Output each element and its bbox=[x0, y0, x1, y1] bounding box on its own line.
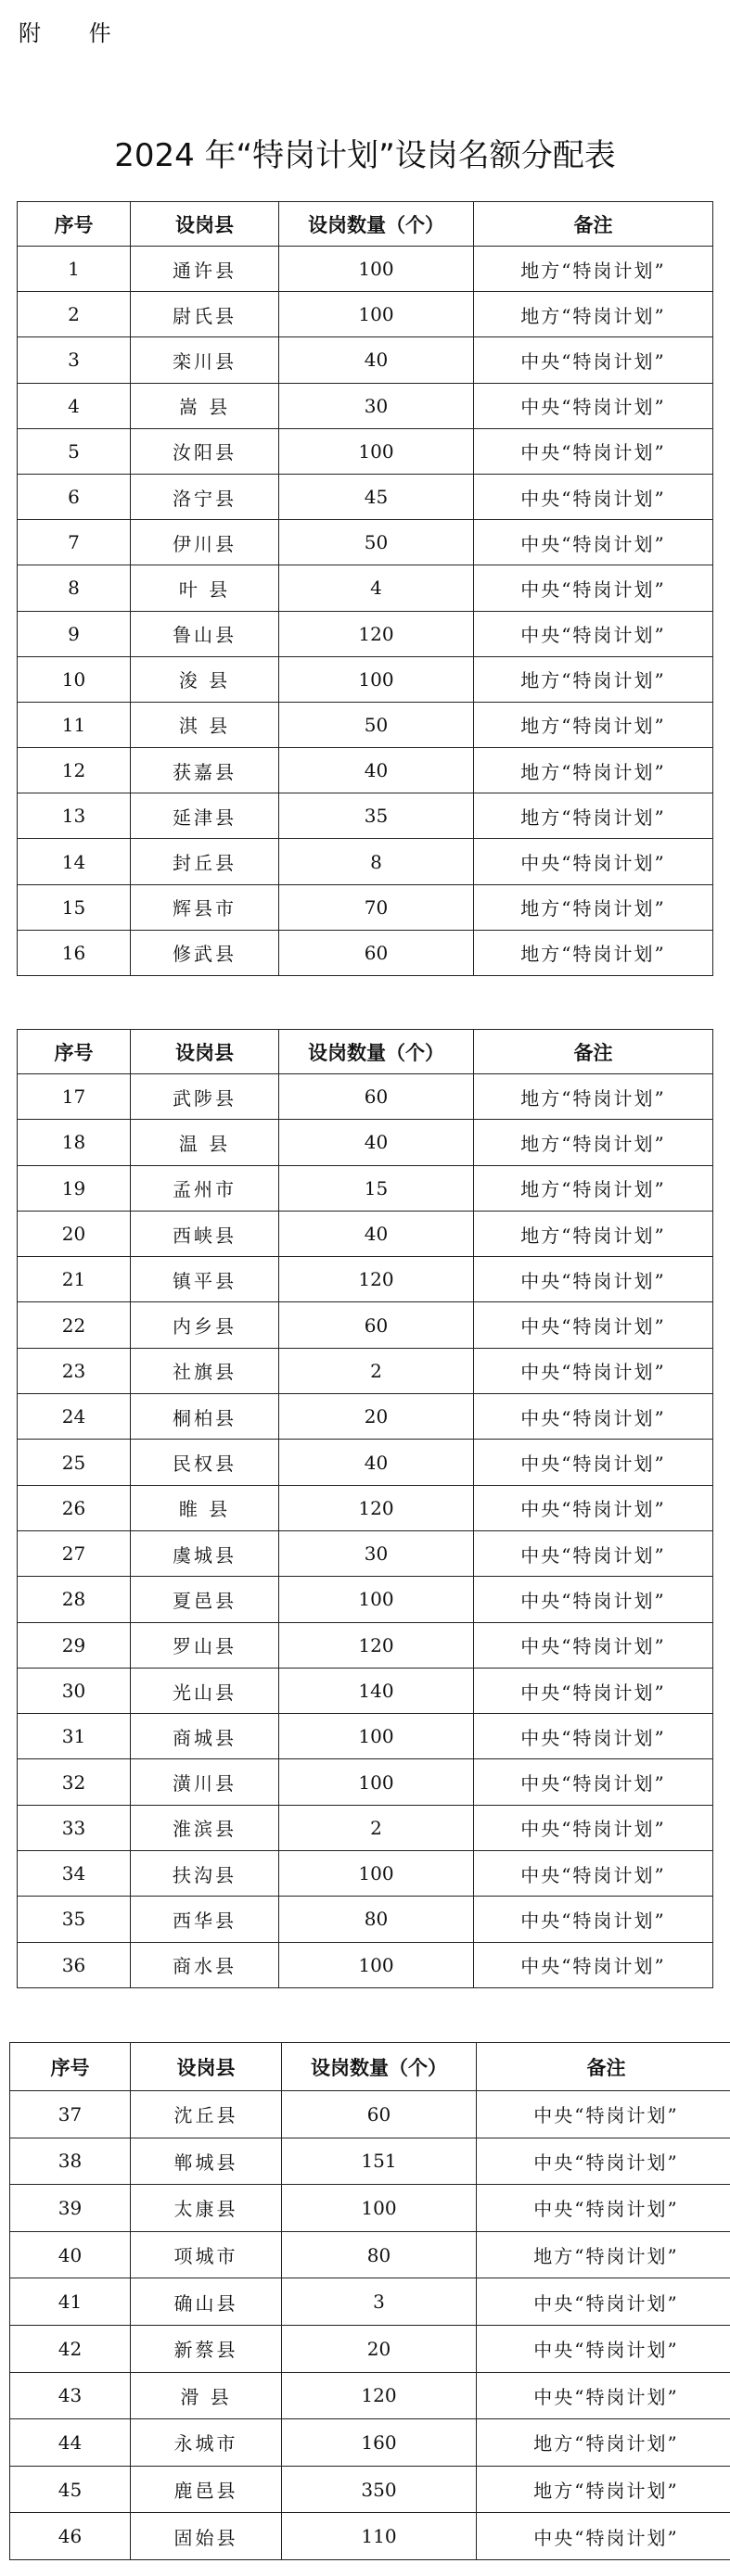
county-cell: 武陟县 bbox=[131, 1074, 279, 1120]
quota-cell: 2 bbox=[279, 1805, 474, 1850]
remark-cell: 地方“特岗计划” bbox=[474, 930, 713, 975]
county-cell: 孟州市 bbox=[131, 1165, 279, 1211]
remark-cell: 中央“特岗计划” bbox=[474, 428, 713, 474]
quota-cell: 50 bbox=[279, 702, 474, 747]
quota-cell: 160 bbox=[282, 2419, 477, 2467]
county-cell: 镇平县 bbox=[131, 1257, 279, 1302]
quota-cell: 120 bbox=[279, 1622, 474, 1668]
county-cell: 内乡县 bbox=[131, 1302, 279, 1348]
quota-cell: 120 bbox=[279, 1485, 474, 1530]
table-row bbox=[18, 1577, 713, 1622]
county-cell: 民权县 bbox=[131, 1440, 279, 1485]
seq-cell: 29 bbox=[18, 1622, 131, 1668]
remark-cell: 中央“特岗计划” bbox=[477, 2278, 730, 2326]
seq-cell: 32 bbox=[18, 1759, 131, 1805]
remark-cell: 中央“特岗计划” bbox=[474, 1348, 713, 1393]
remark-cell: 地方“特岗计划” bbox=[474, 247, 713, 292]
seq-cell: 11 bbox=[18, 702, 131, 747]
quota-cell: 15 bbox=[279, 1165, 474, 1211]
county-cell: 鹿邑县 bbox=[131, 2466, 282, 2513]
quota-cell: 40 bbox=[279, 1211, 474, 1256]
header-col-county: 设岗县 bbox=[131, 1030, 279, 1074]
table-row bbox=[10, 2231, 730, 2278]
county-cell: 西峡县 bbox=[131, 1211, 279, 1256]
quota-cell: 60 bbox=[279, 930, 474, 975]
table-row bbox=[18, 565, 713, 611]
county-cell: 夏邑县 bbox=[131, 1577, 279, 1622]
table-row bbox=[18, 656, 713, 702]
quota-cell: 40 bbox=[279, 1440, 474, 1485]
quota-cell: 100 bbox=[279, 1851, 474, 1897]
seq-cell: 40 bbox=[10, 2231, 131, 2278]
table-header-row bbox=[10, 2043, 730, 2091]
remark-cell: 地方“特岗计划” bbox=[474, 1120, 713, 1165]
quota-cell: 60 bbox=[279, 1302, 474, 1348]
county-cell: 尉氏县 bbox=[131, 292, 279, 337]
table-row bbox=[18, 1440, 713, 1485]
seq-cell: 37 bbox=[10, 2091, 131, 2138]
county-cell: 叶 县 bbox=[131, 565, 279, 611]
county-cell: 获嘉县 bbox=[131, 748, 279, 793]
seq-cell: 2 bbox=[18, 292, 131, 337]
table-row bbox=[18, 1211, 713, 1256]
table-row bbox=[18, 1074, 713, 1120]
remark-cell: 中央“特岗计划” bbox=[474, 1668, 713, 1713]
seq-cell: 9 bbox=[18, 611, 131, 656]
header-col-remark: 备注 bbox=[474, 202, 713, 247]
table-row bbox=[10, 2278, 730, 2326]
quota-cell: 100 bbox=[279, 1759, 474, 1805]
quota-cell: 40 bbox=[279, 748, 474, 793]
county-cell: 商城县 bbox=[131, 1714, 279, 1759]
county-cell: 永城市 bbox=[131, 2419, 282, 2467]
quota-cell: 100 bbox=[279, 1577, 474, 1622]
seq-cell: 18 bbox=[18, 1120, 131, 1165]
quota-cell: 120 bbox=[282, 2372, 477, 2419]
seq-cell: 15 bbox=[18, 884, 131, 930]
seq-cell: 35 bbox=[18, 1897, 131, 1942]
header-col-seq: 序号 bbox=[18, 202, 131, 247]
remark-cell: 中央“特岗计划” bbox=[474, 1530, 713, 1576]
county-cell: 项城市 bbox=[131, 2231, 282, 2278]
header-col-quota: 设岗数量（个） bbox=[282, 2043, 477, 2091]
remark-cell: 中央“特岗计划” bbox=[474, 1759, 713, 1805]
county-cell: 郸城县 bbox=[131, 2138, 282, 2185]
table-row bbox=[18, 520, 713, 565]
county-cell: 桐柏县 bbox=[131, 1394, 279, 1440]
county-cell: 光山县 bbox=[131, 1668, 279, 1713]
table-row bbox=[18, 1897, 713, 1942]
seq-cell: 26 bbox=[18, 1485, 131, 1530]
seq-cell: 31 bbox=[18, 1714, 131, 1759]
seq-cell: 23 bbox=[18, 1348, 131, 1393]
table-row bbox=[10, 2419, 730, 2467]
quota-cell: 151 bbox=[282, 2138, 477, 2185]
quota-cell: 20 bbox=[279, 1394, 474, 1440]
seq-cell: 5 bbox=[18, 428, 131, 474]
seq-cell: 3 bbox=[18, 337, 131, 383]
seq-cell: 25 bbox=[18, 1440, 131, 1485]
county-cell: 罗山县 bbox=[131, 1622, 279, 1668]
seq-cell: 45 bbox=[10, 2466, 131, 2513]
table-row bbox=[18, 1851, 713, 1897]
quota-cell: 35 bbox=[279, 793, 474, 839]
table-row bbox=[18, 930, 713, 975]
quota-cell: 40 bbox=[279, 1120, 474, 1165]
seq-cell: 34 bbox=[18, 1851, 131, 1897]
county-cell: 伊川县 bbox=[131, 520, 279, 565]
remark-cell: 中央“特岗计划” bbox=[474, 1805, 713, 1850]
table-row bbox=[18, 1668, 713, 1713]
county-cell: 睢 县 bbox=[131, 1485, 279, 1530]
seq-cell: 10 bbox=[18, 656, 131, 702]
quota-cell: 120 bbox=[279, 611, 474, 656]
county-cell: 社旗县 bbox=[131, 1348, 279, 1393]
table-row bbox=[18, 793, 713, 839]
seq-cell: 28 bbox=[18, 1577, 131, 1622]
table-row bbox=[18, 337, 713, 383]
seq-cell: 6 bbox=[18, 474, 131, 519]
remark-cell: 地方“特岗计划” bbox=[474, 884, 713, 930]
seq-cell: 8 bbox=[18, 565, 131, 611]
remark-cell: 中央“特岗计划” bbox=[474, 1302, 713, 1348]
remark-cell: 中央“特岗计划” bbox=[474, 565, 713, 611]
header-col-remark: 备注 bbox=[474, 1030, 713, 1074]
county-cell: 扶沟县 bbox=[131, 1851, 279, 1897]
county-cell: 温 县 bbox=[131, 1120, 279, 1165]
remark-cell: 地方“特岗计划” bbox=[474, 1165, 713, 1211]
table-row bbox=[18, 383, 713, 428]
seq-cell: 30 bbox=[18, 1668, 131, 1713]
seq-cell: 46 bbox=[10, 2513, 131, 2560]
table-row bbox=[18, 428, 713, 474]
county-cell: 修武县 bbox=[131, 930, 279, 975]
county-cell: 淮滨县 bbox=[131, 1805, 279, 1850]
quota-cell: 40 bbox=[279, 337, 474, 383]
remark-cell: 中央“特岗计划” bbox=[474, 839, 713, 884]
county-cell: 滑 县 bbox=[131, 2372, 282, 2419]
allocation-table-3 bbox=[9, 2042, 730, 2560]
quota-cell: 100 bbox=[279, 428, 474, 474]
county-cell: 栾川县 bbox=[131, 337, 279, 383]
remark-cell: 中央“特岗计划” bbox=[474, 1622, 713, 1668]
quota-cell: 100 bbox=[279, 292, 474, 337]
seq-cell: 27 bbox=[18, 1530, 131, 1576]
header-col-seq: 序号 bbox=[18, 1030, 131, 1074]
remark-cell: 中央“特岗计划” bbox=[474, 337, 713, 383]
seq-cell: 36 bbox=[18, 1942, 131, 1987]
page-title: 2024 年“特岗计划”设岗名额分配表 bbox=[114, 137, 616, 174]
remark-cell: 中央“特岗计划” bbox=[474, 1851, 713, 1897]
seq-cell: 43 bbox=[10, 2372, 131, 2419]
seq-cell: 21 bbox=[18, 1257, 131, 1302]
header-col-remark: 备注 bbox=[477, 2043, 730, 2091]
table-header-row bbox=[18, 202, 713, 247]
remark-cell: 地方“特岗计划” bbox=[474, 793, 713, 839]
remark-cell: 中央“特岗计划” bbox=[474, 1257, 713, 1302]
remark-cell: 地方“特岗计划” bbox=[477, 2231, 730, 2278]
remark-cell: 中央“特岗计划” bbox=[474, 1942, 713, 1987]
remark-cell: 中央“特岗计划” bbox=[474, 1577, 713, 1622]
quota-cell: 350 bbox=[282, 2466, 477, 2513]
remark-cell: 地方“特岗计划” bbox=[474, 656, 713, 702]
table-row bbox=[18, 611, 713, 656]
seq-cell: 13 bbox=[18, 793, 131, 839]
table-row bbox=[18, 1805, 713, 1850]
county-cell: 固始县 bbox=[131, 2513, 282, 2560]
seq-cell: 19 bbox=[18, 1165, 131, 1211]
header-col-quota: 设岗数量（个） bbox=[279, 202, 474, 247]
quota-cell: 70 bbox=[279, 884, 474, 930]
header-col-county: 设岗县 bbox=[131, 2043, 282, 2091]
header-col-county: 设岗县 bbox=[131, 202, 279, 247]
seq-cell: 20 bbox=[18, 1211, 131, 1256]
remark-cell: 地方“特岗计划” bbox=[474, 1074, 713, 1120]
remark-cell: 中央“特岗计划” bbox=[477, 2372, 730, 2419]
quota-cell: 60 bbox=[282, 2091, 477, 2138]
table-row bbox=[18, 1394, 713, 1440]
seq-cell: 38 bbox=[10, 2138, 131, 2185]
remark-cell: 地方“特岗计划” bbox=[474, 702, 713, 747]
county-cell: 西华县 bbox=[131, 1897, 279, 1942]
seq-cell: 1 bbox=[18, 247, 131, 292]
table-row bbox=[10, 2372, 730, 2419]
county-cell: 新蔡县 bbox=[131, 2325, 282, 2372]
table-row bbox=[18, 1302, 713, 1348]
table-row bbox=[18, 702, 713, 747]
remark-cell: 地方“特岗计划” bbox=[477, 2466, 730, 2513]
quota-cell: 80 bbox=[282, 2231, 477, 2278]
seq-cell: 41 bbox=[10, 2278, 131, 2326]
seq-cell: 14 bbox=[18, 839, 131, 884]
county-cell: 浚 县 bbox=[131, 656, 279, 702]
quota-cell: 20 bbox=[282, 2325, 477, 2372]
header-col-seq: 序号 bbox=[10, 2043, 131, 2091]
table-row bbox=[10, 2513, 730, 2560]
seq-cell: 12 bbox=[18, 748, 131, 793]
quota-cell: 140 bbox=[279, 1668, 474, 1713]
table-row bbox=[18, 292, 713, 337]
table-row bbox=[10, 2466, 730, 2513]
remark-cell: 中央“特岗计划” bbox=[474, 1394, 713, 1440]
county-cell: 延津县 bbox=[131, 793, 279, 839]
table-row bbox=[18, 1714, 713, 1759]
table-row bbox=[10, 2185, 730, 2232]
remark-cell: 地方“特岗计划” bbox=[477, 2419, 730, 2467]
remark-cell: 中央“特岗计划” bbox=[474, 1485, 713, 1530]
quota-cell: 100 bbox=[279, 247, 474, 292]
remark-cell: 中央“特岗计划” bbox=[474, 611, 713, 656]
county-cell: 封丘县 bbox=[131, 839, 279, 884]
quota-cell: 80 bbox=[279, 1897, 474, 1942]
table-row bbox=[18, 839, 713, 884]
remark-cell: 中央“特岗计划” bbox=[477, 2325, 730, 2372]
remark-cell: 中央“特岗计划” bbox=[474, 383, 713, 428]
table-row bbox=[10, 2138, 730, 2185]
quota-cell: 100 bbox=[279, 1714, 474, 1759]
table-row bbox=[18, 1622, 713, 1668]
county-cell: 商水县 bbox=[131, 1942, 279, 1987]
attachment-label: 附 件 bbox=[19, 20, 132, 46]
county-cell: 洛宁县 bbox=[131, 474, 279, 519]
county-cell: 鲁山县 bbox=[131, 611, 279, 656]
table-row bbox=[18, 1348, 713, 1393]
seq-cell: 42 bbox=[10, 2325, 131, 2372]
county-cell: 潢川县 bbox=[131, 1759, 279, 1805]
table-row bbox=[10, 2091, 730, 2138]
quota-cell: 100 bbox=[279, 1942, 474, 1987]
county-cell: 嵩 县 bbox=[131, 383, 279, 428]
table-row bbox=[18, 1120, 713, 1165]
quota-cell: 60 bbox=[279, 1074, 474, 1120]
remark-cell: 地方“特岗计划” bbox=[474, 292, 713, 337]
seq-cell: 22 bbox=[18, 1302, 131, 1348]
quota-cell: 100 bbox=[282, 2185, 477, 2232]
table-row bbox=[18, 474, 713, 519]
county-cell: 辉县市 bbox=[131, 884, 279, 930]
county-cell: 通许县 bbox=[131, 247, 279, 292]
remark-cell: 中央“特岗计划” bbox=[477, 2138, 730, 2185]
remark-cell: 地方“特岗计划” bbox=[474, 748, 713, 793]
table-row bbox=[18, 247, 713, 292]
table-row bbox=[18, 1257, 713, 1302]
table-row bbox=[18, 1165, 713, 1211]
table-row bbox=[18, 1485, 713, 1530]
table-row bbox=[18, 748, 713, 793]
remark-cell: 中央“特岗计划” bbox=[477, 2513, 730, 2560]
table-row bbox=[18, 884, 713, 930]
table-row bbox=[18, 1942, 713, 1987]
allocation-table-2 bbox=[17, 1029, 713, 1988]
quota-cell: 50 bbox=[279, 520, 474, 565]
table-header-row bbox=[18, 1030, 713, 1074]
remark-cell: 中央“特岗计划” bbox=[474, 1714, 713, 1759]
allocation-table-1 bbox=[17, 201, 713, 976]
quota-cell: 120 bbox=[279, 1257, 474, 1302]
county-cell: 汝阳县 bbox=[131, 428, 279, 474]
county-cell: 淇 县 bbox=[131, 702, 279, 747]
remark-cell: 地方“特岗计划” bbox=[474, 1211, 713, 1256]
remark-cell: 中央“特岗计划” bbox=[474, 520, 713, 565]
seq-cell: 44 bbox=[10, 2419, 131, 2467]
seq-cell: 33 bbox=[18, 1805, 131, 1850]
quota-cell: 8 bbox=[279, 839, 474, 884]
quota-cell: 110 bbox=[282, 2513, 477, 2560]
seq-cell: 4 bbox=[18, 383, 131, 428]
table-row bbox=[18, 1530, 713, 1576]
seq-cell: 16 bbox=[18, 930, 131, 975]
quota-cell: 2 bbox=[279, 1348, 474, 1393]
seq-cell: 17 bbox=[18, 1074, 131, 1120]
remark-cell: 中央“特岗计划” bbox=[477, 2091, 730, 2138]
seq-cell: 39 bbox=[10, 2185, 131, 2232]
seq-cell: 7 bbox=[18, 520, 131, 565]
header-col-quota: 设岗数量（个） bbox=[279, 1030, 474, 1074]
remark-cell: 中央“特岗计划” bbox=[474, 1897, 713, 1942]
county-cell: 确山县 bbox=[131, 2278, 282, 2326]
remark-cell: 中央“特岗计划” bbox=[474, 474, 713, 519]
county-cell: 虞城县 bbox=[131, 1530, 279, 1576]
quota-cell: 3 bbox=[282, 2278, 477, 2326]
quota-cell: 100 bbox=[279, 656, 474, 702]
seq-cell: 24 bbox=[18, 1394, 131, 1440]
table-row bbox=[18, 1759, 713, 1805]
quota-cell: 30 bbox=[279, 383, 474, 428]
remark-cell: 中央“特岗计划” bbox=[474, 1440, 713, 1485]
quota-cell: 4 bbox=[279, 565, 474, 611]
county-cell: 太康县 bbox=[131, 2185, 282, 2232]
quota-cell: 45 bbox=[279, 474, 474, 519]
county-cell: 沈丘县 bbox=[131, 2091, 282, 2138]
table-row bbox=[10, 2325, 730, 2372]
remark-cell: 中央“特岗计划” bbox=[477, 2185, 730, 2232]
quota-cell: 30 bbox=[279, 1530, 474, 1576]
